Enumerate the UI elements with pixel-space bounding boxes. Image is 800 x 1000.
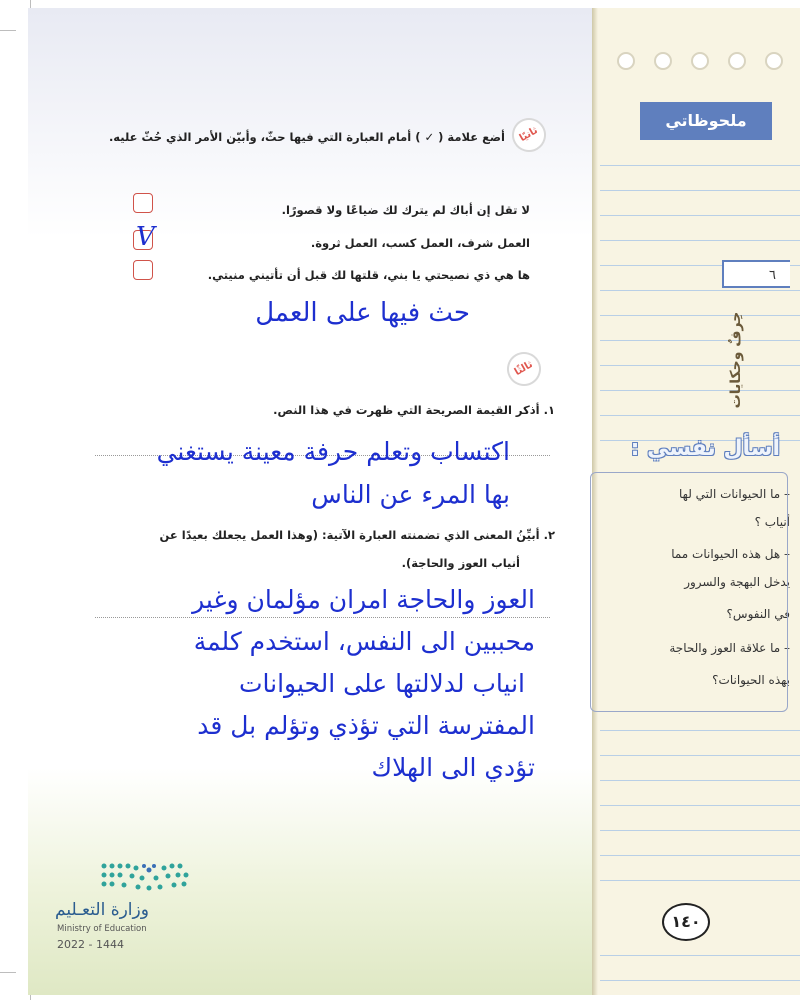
- note-question-line: – هل هذه الحيوانات مما: [671, 547, 790, 561]
- ruled-line: [600, 830, 800, 831]
- ruled-line: [600, 980, 800, 981]
- ministry-name-english: Ministry of Education: [57, 924, 147, 934]
- notes-header: ملحوظاتي: [640, 102, 772, 140]
- question-text: ١. أذكر القيمة الصريحة التي ظهرت في هذا النص.: [273, 403, 555, 417]
- statement-checkbox[interactable]: [133, 193, 153, 213]
- handwritten-answer: اكتساب وتعلم حرفة معينة يستغني: [156, 437, 510, 466]
- section-badge: ثالثًا: [501, 346, 547, 392]
- question-text: أنياب العوز والحاجة).: [401, 556, 520, 570]
- binder-hole: [728, 52, 746, 70]
- instruction-text: أضع علامة ( ✓ ) أمام العبارة التي فيها حثّ، وأبيّن الأمر الذي حُثّ عليه.: [108, 130, 505, 144]
- ministry-logo-icon: [98, 860, 190, 900]
- binder-hole: [654, 52, 672, 70]
- questions-box: [590, 472, 788, 712]
- handwritten-answer: المفترسة التي تؤذي وتؤلم بل قد: [197, 711, 535, 740]
- ruled-line: [600, 780, 800, 781]
- note-question-line: بهذه الحيوانات؟: [712, 673, 790, 687]
- statement-text: ها هي ذي نصيحتي يا بني، قلتها لك قبل أن تأتيني منيتي.: [207, 268, 530, 282]
- ruled-line: [600, 880, 800, 881]
- ruled-line: [600, 855, 800, 856]
- ruled-line: [600, 415, 800, 416]
- handwritten-answer: محببين الى النفس، استخدم كلمة: [193, 627, 535, 656]
- ruled-line: [600, 805, 800, 806]
- ruled-line: [600, 390, 800, 391]
- handwritten-answer: حث فيها على العمل: [255, 298, 470, 328]
- question-text: ٢. أبيِّنُ المعنى الذي تضمنته العبارة الآتية: (وهذا العمل يجعلك بعيدًا عن: [159, 528, 555, 542]
- lesson-number: ٦: [722, 260, 790, 288]
- ruled-line: [600, 755, 800, 756]
- statement-checkbox[interactable]: [133, 260, 153, 280]
- note-question-line: في النفوس؟: [726, 607, 790, 621]
- ruled-line: [600, 340, 800, 341]
- lesson-vertical-title: حِرفٌ وحكايات: [728, 311, 744, 409]
- ask-myself-title: أسأل نفسي :: [630, 436, 780, 461]
- page-number: ١٤٠: [662, 903, 710, 941]
- handwritten-answer: بها المرء عن الناس: [311, 480, 510, 509]
- note-question-line: أنياب ؟: [754, 515, 790, 529]
- dotted-line: [95, 617, 550, 618]
- section-badge: ثانيًا: [506, 112, 552, 158]
- binder-hole: [691, 52, 709, 70]
- check-mark: V: [136, 222, 155, 252]
- handwritten-answer: تؤدي الى الهلاك: [371, 753, 535, 782]
- statement-text: العمل شرف، العمل كسب، العمل ثروة.: [310, 236, 530, 250]
- binder-hole: [765, 52, 783, 70]
- handwritten-answer: العوز والحاجة امران مؤلمان وغير: [192, 585, 535, 614]
- note-question-line: يدخل البهجة والسرور: [684, 575, 790, 589]
- statement-text: لا تقل إن أباك لم يترك لك ضياعًا ولا قصورًا.: [281, 203, 530, 217]
- ruled-line: [600, 315, 800, 316]
- note-question-line: – ما الحيوانات التي لها: [679, 487, 790, 501]
- note-question-line: – ما علاقة العوز والحاجة: [669, 641, 790, 655]
- ruled-line: [600, 365, 800, 366]
- ruled-line: [600, 165, 800, 166]
- ruled-line: [600, 955, 800, 956]
- handwritten-answer: انياب لدلالتها على الحيوانات: [239, 669, 525, 698]
- ruled-line: [600, 730, 800, 731]
- crop-mark: [0, 30, 16, 31]
- binder-hole: [617, 52, 635, 70]
- ministry-name-arabic: وزارة التعـليم: [55, 900, 149, 920]
- crop-mark: [0, 972, 16, 973]
- ministry-year: 2022 - 1444: [57, 938, 124, 951]
